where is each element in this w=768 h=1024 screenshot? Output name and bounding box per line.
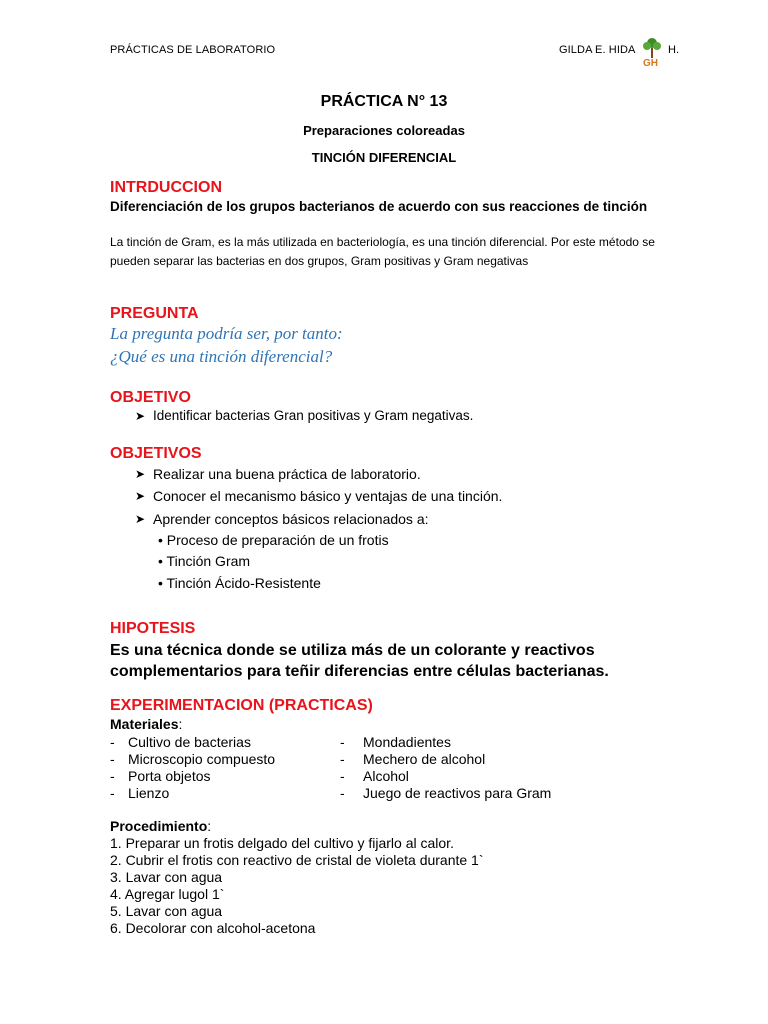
materials-label: Materiales: (110, 716, 183, 732)
experiment-heading: EXPERIMENTACION (PRACTICAS) (110, 697, 373, 714)
procedure-step: 6. Decolorar con alcohol-acetona (110, 920, 316, 936)
procedure-step: 1. Preparar un frotis delgado del cultivo y fijarlo al calor. (110, 835, 454, 851)
hypothesis-text: Es una técnica donde se utiliza más de un colorante y reactivos complementarios para teñir diferencias entre células bacterianas. (110, 642, 609, 680)
objective-item (135, 408, 473, 423)
objectives-subitem-text: Tinción Ácido-Resistente (166, 575, 321, 591)
material-text: Microscopio compuesto (128, 751, 276, 767)
question-text (110, 322, 666, 368)
dot-bullet-icon: • (158, 553, 167, 569)
question-line-2: ¿Qué es una tinción diferencial? (110, 347, 333, 366)
subtitle-topic: TINCIÓN DIFERENCIAL (311, 150, 457, 165)
header-author: GILDA E. HIDA (559, 44, 636, 56)
arrow-bullet-icon: ➤ (135, 489, 146, 503)
intro-summary: Diferenciación de los grupos bacterianos de acuerdo con sus reacciones de tinción (110, 199, 648, 214)
tree-logo-icon (641, 36, 663, 68)
intro-heading: INTRDUCCION (110, 179, 222, 196)
material-text: Porta objetos (128, 768, 211, 784)
materials-list-right (340, 734, 551, 802)
dot-bullet-icon: • (158, 575, 167, 591)
list-item: - Porta objetos (110, 768, 211, 784)
intro-text: La tinción de Gram, es la más utilizada en bacteriología, es una tinción diferencial. Por este método se pueden separar las bacterias en dos grupos, Gram positivas y Gram negativas (110, 235, 655, 268)
list-item: - Juego de reactivos para Gram (340, 785, 552, 801)
objectives-subitem-text: Proceso de preparación de un frotis (166, 532, 389, 548)
objectives-item (135, 488, 502, 504)
objectives-item (135, 511, 429, 527)
question-heading: PREGUNTA (110, 305, 199, 322)
subtitle: Preparaciones coloreadas (303, 123, 465, 138)
materials-list-left (110, 734, 275, 802)
material-text: Mechero de alcohol (363, 751, 486, 767)
hypothesis-heading: HIPOTESIS (110, 620, 196, 637)
material-text: Lienzo (128, 785, 170, 801)
material-text: Cultivo de bacterias (128, 734, 251, 750)
objectives-subitem (158, 575, 321, 591)
objectives-heading: OBJETIVOS (110, 445, 202, 462)
header-suffix: H. (668, 44, 680, 56)
procedure-step: 2. Cubrir el frotis con reactivo de cristal de violeta durante 1` (110, 852, 484, 868)
material-text: Alcohol (363, 768, 409, 784)
dot-bullet-icon: • (158, 532, 167, 548)
list-item: - Microscopio compuesto (110, 751, 276, 767)
question-line-1: La pregunta podría ser, por tanto: (110, 324, 343, 343)
procedure-label-text: Procedimiento (110, 818, 208, 834)
objective-heading: OBJETIVO (110, 389, 191, 406)
objectives-item-text: Conocer el mecanismo básico y ventajas de una tinción. (153, 488, 503, 504)
arrow-bullet-icon: ➤ (135, 512, 146, 526)
objectives-subitem (158, 532, 389, 548)
materials-label-text: Materiales (110, 716, 179, 732)
list-item: - Mechero de alcohol (340, 751, 486, 767)
list-item: - Lienzo (110, 785, 170, 801)
procedure-step: 3. Lavar con agua (110, 869, 223, 885)
logo-text: GH (643, 58, 658, 68)
objectives-item-text: Aprender conceptos básicos relacionados a: (153, 511, 429, 527)
procedure-list (110, 835, 484, 937)
objectives-subitem (158, 553, 250, 569)
page-title: PRÁCTICA N° 13 (320, 93, 448, 110)
arrow-bullet-icon: ➤ (135, 408, 146, 423)
material-text: Mondadientes (363, 734, 451, 750)
objective-item-text: Identificar bacterias Gran positivas y Gram negativas. (153, 408, 474, 423)
list-item: - Mondadientes (340, 734, 451, 750)
procedure-label: Procedimiento: (110, 818, 212, 834)
list-item: - Alcohol (340, 768, 409, 784)
objectives-item-text: Realizar una buena práctica de laboratorio. (153, 466, 421, 482)
objectives-item (135, 466, 421, 482)
procedure-step: 5. Lavar con agua (110, 903, 223, 919)
material-text: Juego de reactivos para Gram (363, 785, 552, 801)
list-item: - Cultivo de bacterias (110, 734, 251, 750)
arrow-bullet-icon: ➤ (135, 467, 146, 481)
objectives-subitem-text: Tinción Gram (166, 553, 251, 569)
header-left: PRÁCTICAS DE LABORATORIO (110, 44, 276, 56)
procedure-step: 4. Agregar lugol 1` (110, 886, 225, 902)
